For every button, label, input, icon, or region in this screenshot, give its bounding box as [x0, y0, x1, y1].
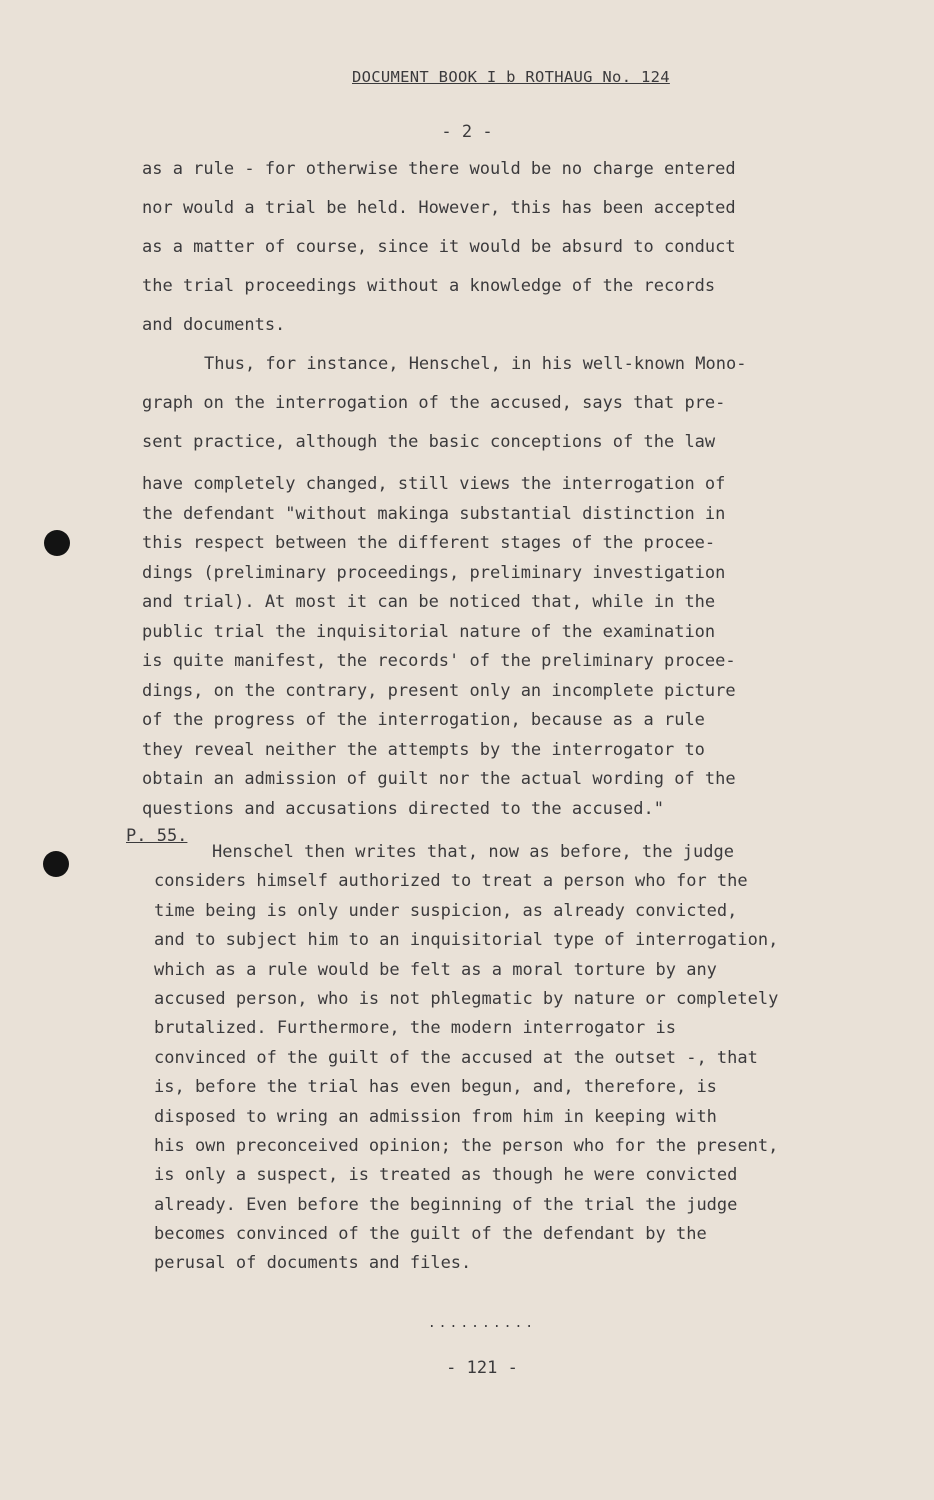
text-line: of the progress of the interrogation, because as a rule — [142, 710, 705, 730]
paragraph-1 — [142, 150, 842, 345]
text-line: Henschel then writes that, now as before, the judge — [212, 842, 734, 862]
margin-page-reference: P. 55. — [126, 826, 188, 846]
text-line: dings, on the contrary, present only an incomplete picture — [142, 680, 736, 701]
text-line: time being is only under suspicion, as already convicted, — [154, 900, 738, 921]
text-line: nor would a trial be held. However, this has been accepted — [142, 198, 736, 218]
text-line: public trial the inquisitorial nature of the examination — [142, 621, 716, 642]
text-line: is, before the trial has even begun, and, therefore, is — [154, 1077, 717, 1098]
text-line: considers himself authorized to treat a person who for the — [154, 871, 748, 892]
text-line: the trial proceedings without a knowledge of the records — [142, 276, 716, 296]
text-line: Thus, for instance, Henschel, in his well-known Mono- — [204, 354, 747, 374]
text-line: have completely changed, still views the interrogation of — [142, 474, 726, 494]
text-line: brutalized. Furthermore, the modern interrogator is — [154, 1018, 676, 1039]
text-line: convinced of the guilt of the accused at the outset -, that — [154, 1047, 758, 1068]
paragraph-2-lead — [142, 345, 842, 462]
text-line: is quite manifest, the records' of the preliminary procee- — [142, 651, 736, 671]
text-line: and to subject him to an inquisitorial type of interrogation, — [154, 930, 779, 951]
text-line: as a rule - for otherwise there would be no charge entered — [142, 159, 736, 179]
text-line: and trial). At most it can be noticed that, while in the — [142, 592, 716, 612]
text-line: perusal of documents and files. — [154, 1253, 472, 1274]
document-body — [142, 150, 842, 824]
text-line: the defendant "without makinga substantial distinction in — [142, 503, 726, 524]
text-line: they reveal neither the attempts by the interrogator to — [142, 739, 705, 760]
page-marker: - 2 - — [441, 122, 493, 142]
text-line: graph on the interrogation of the accused, says that pre- — [142, 393, 726, 413]
text-line: sent practice, although the basic conceptions of the law — [142, 432, 716, 452]
text-line: and documents. — [142, 315, 286, 335]
punch-hole — [44, 530, 70, 556]
text-line: obtain an admission of guilt nor the actual wording of the — [142, 769, 736, 789]
paragraph-2-quote — [142, 470, 842, 824]
text-line: becomes convinced of the guilt of the defendant by the — [154, 1224, 707, 1245]
text-line: as a matter of course, since it would be absurd to conduct — [142, 237, 736, 257]
text-line: accused person, who is not phlegmatic by nature or completely — [154, 988, 779, 1009]
paragraph-3 — [154, 838, 884, 1279]
text-line: this respect between the different stages of the procee- — [142, 533, 716, 553]
text-line: disposed to wring an admission from him in keeping with — [154, 1106, 717, 1127]
section-separator: .......... — [427, 1316, 537, 1331]
text-line: dings (preliminary proceedings, preliminary investigation — [142, 562, 726, 583]
document-header: DOCUMENT BOOK I b ROTHAUG No. 124 — [352, 68, 670, 86]
text-line: questions and accusations directed to the accused." — [142, 798, 664, 819]
text-line: is only a suspect, is treated as though he were convicted — [154, 1165, 738, 1186]
footer-page-number: - 121 - — [446, 1358, 518, 1378]
punch-hole — [43, 851, 69, 877]
text-line: his own preconceived opinion; the person who for the present, — [154, 1135, 779, 1156]
text-line: already. Even before the beginning of the trial the judge — [154, 1194, 738, 1215]
text-line: which as a rule would be felt as a moral torture by any — [154, 959, 717, 980]
